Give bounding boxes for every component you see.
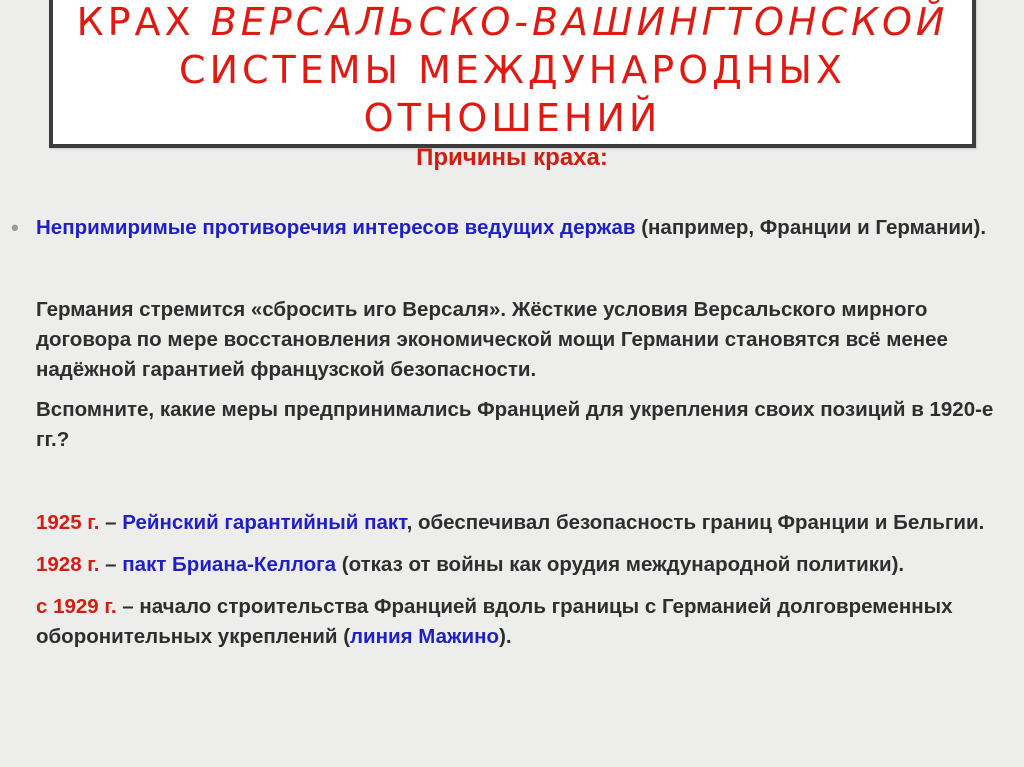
title-part-3: СИСТЕМЫ МЕЖДУНАРОДНЫХ bbox=[179, 48, 846, 92]
bullet-dot-icon: • bbox=[11, 215, 19, 240]
p1-rest: (например, Франции и Германии). bbox=[635, 216, 987, 239]
p5-rest: (отказ от войны как орудия международной политики). bbox=[336, 553, 905, 576]
slide-title bbox=[53, 0, 972, 142]
paragraph-3: Вспомните, какие меры предпринимались Францией для укрепления своих позиций в 1920-е гг.? bbox=[36, 398, 994, 451]
paragraph-1 bbox=[11, 213, 996, 243]
p6-dash: – bbox=[116, 595, 140, 618]
paragraph-6 bbox=[36, 592, 996, 652]
title-box bbox=[49, 0, 976, 148]
p1-lead: Непримиримые противоречия интересов ведущих держав bbox=[36, 216, 636, 239]
paragraph-4 bbox=[36, 508, 996, 538]
title-part-4: ОТНОШЕНИЙ bbox=[363, 96, 662, 140]
p6-text: начало строительства Францией вдоль границы с Германией долговременных оборонительных укреплений ( bbox=[36, 595, 953, 648]
slide-content bbox=[11, 213, 996, 652]
slide-subtitle: Причины краха: bbox=[416, 144, 608, 171]
p6-name: линия Мажино bbox=[350, 625, 500, 648]
p6-date: с 1929 г. bbox=[36, 595, 117, 618]
p4-name: Рейнский гарантийный пакт bbox=[122, 511, 407, 534]
p4-dash: – bbox=[99, 511, 123, 534]
p5-name: пакт Бриана-Келлога bbox=[122, 553, 337, 576]
paragraph-5 bbox=[36, 550, 996, 580]
title-part-2: ВЕРСАЛЬСКО-ВАШИНГТОНСКОЙ bbox=[210, 0, 949, 44]
title-part-1: КРАХ bbox=[76, 0, 211, 44]
p5-dash: – bbox=[99, 553, 123, 576]
p6-end: ). bbox=[499, 625, 512, 648]
paragraph-2: Германия стремится «сбросить иго Версаля». Жёсткие условия Версальского мирного договора по мере восстановления экономической мощи Германии становятся всё менее надёжной гарантией французской безопасности. bbox=[36, 298, 948, 381]
p4-rest: , обеспечивал безопасность границ Франции и Бельгии. bbox=[406, 511, 985, 534]
p5-date: 1928 г. bbox=[36, 553, 100, 576]
p4-date: 1925 г. bbox=[36, 511, 100, 534]
